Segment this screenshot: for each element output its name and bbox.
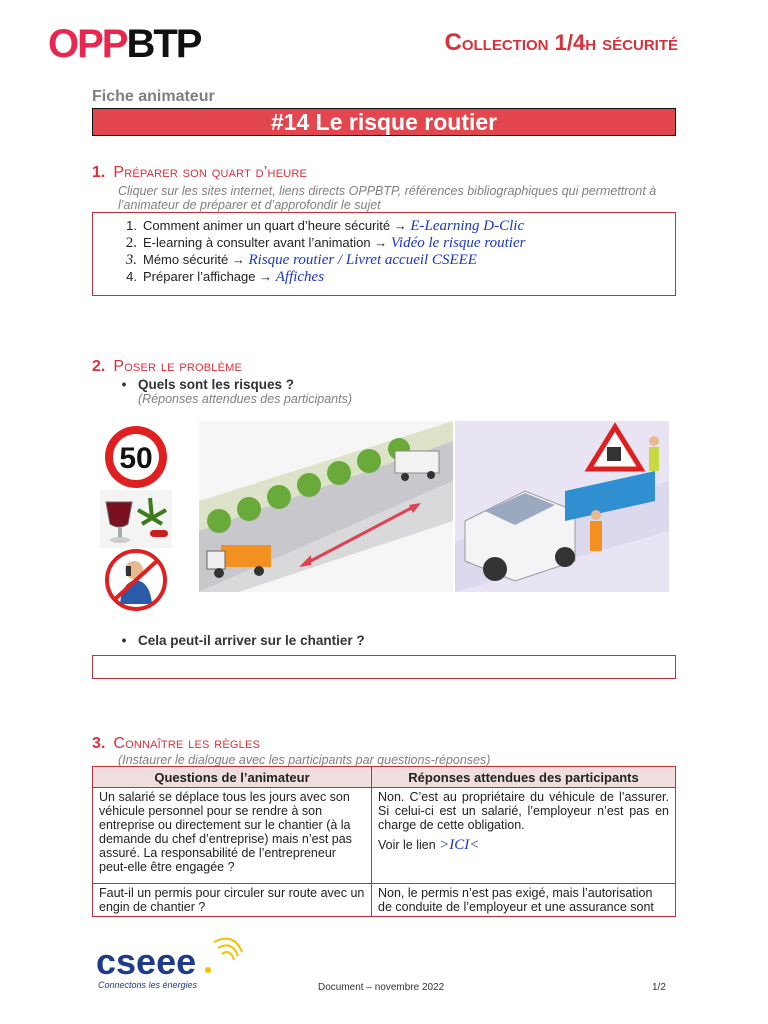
item-text: Préparer l’affichage [143, 269, 260, 284]
table-row [93, 884, 676, 917]
item-number: 4. [126, 269, 137, 284]
cseee-logo [96, 930, 246, 999]
section1-note: Cliquer sur les sites internet, liens directs OPPBTP, références bibliographiques qui permettront à l’animateur de préparer et d’approfondir le sujet [118, 184, 657, 212]
section3-number: 3. [92, 735, 106, 752]
arrow-icon: → [393, 218, 407, 233]
bullet-risques [110, 377, 294, 392]
link-elearning-dclic[interactable]: E-Learning D-Clic [410, 218, 525, 234]
section3-heading [92, 735, 260, 753]
section3-title: Connaître les règles [113, 735, 261, 752]
speed-sign-text: 50 [119, 442, 153, 475]
item-text: Mémo sécurité [143, 252, 232, 267]
fiche-label: Fiche animateur [92, 88, 215, 105]
cseee-brand-text: cseee [96, 941, 197, 982]
item-number: 1. [126, 218, 137, 233]
prep-list [93, 217, 525, 285]
table-row [93, 788, 676, 884]
arrow-icon: → [374, 235, 388, 250]
item-text: Comment animer un quart d’heure sécurité [143, 218, 394, 233]
section1-heading [92, 164, 307, 182]
logo-opp: OPP [48, 22, 127, 66]
page-title: #14 Le risque routier [92, 108, 676, 136]
alcohol-drugs-image [100, 490, 172, 548]
prep-item [93, 217, 525, 234]
section2-title: Poser le problème [113, 358, 243, 375]
section1-number: 1. [92, 164, 106, 181]
col-header-questions: Questions de l’animateur [93, 767, 372, 788]
link-risque-routier-livret[interactable]: Risque routier / Livret accueil CSEEE [248, 252, 477, 268]
cseee-tagline: Connectons les énergies [98, 980, 198, 990]
section1-title: Préparer son quart d’heure [113, 164, 308, 181]
bullet-dot: • [121, 633, 127, 648]
answer-link-line [378, 838, 669, 852]
section3-note: (Instaurer le dialogue avec les participants par questions-réponses) [118, 753, 491, 767]
prep-box [92, 212, 676, 296]
arrow-icon: → [259, 269, 273, 284]
prep-item [93, 234, 525, 251]
question-cell: Faut-il un permis pour circuler sur route avec un engin de chantier ? [93, 884, 372, 917]
footer-document-date: Document – novembre 2022 [318, 982, 445, 993]
oppbtp-logo [48, 24, 200, 64]
rules-table [92, 766, 676, 917]
collection-h: h sécurité [585, 30, 678, 55]
tow-truck-illustration [455, 421, 669, 592]
item-number: 3. [125, 252, 137, 268]
link-ici[interactable]: >ICI< [439, 837, 480, 853]
collection-c: C [444, 29, 462, 56]
no-phone-driving-image [100, 548, 172, 612]
answer-box[interactable] [92, 655, 676, 679]
logo-btp: BTP [126, 22, 201, 66]
prep-item [93, 251, 525, 268]
answer-cell [372, 788, 676, 884]
table-header-row [93, 767, 676, 788]
collection-word: ollection [461, 30, 555, 55]
bullet-chantier [110, 633, 365, 648]
link-affiches[interactable]: Affiches [275, 269, 325, 285]
road-truck-illustration [199, 421, 453, 592]
bullet-dot: • [121, 377, 127, 392]
question-cell: Un salarié se déplace tous les jours avec son véhicule personnel pour se rendre à son entreprise ou directement sur le chantier (à la demande du chef d’entreprise) mais n’est pas assuré. La responsabilité de l’entrepreneur peut-elle être engagée ? [93, 788, 372, 884]
prep-item [93, 268, 525, 285]
section2-heading [92, 358, 242, 376]
answer-cell: Non, le permis n’est pas exigé, mais l’autorisation de conduite de l’employeur et une assurance sont [372, 884, 676, 917]
bullet-risques-note: (Réponses attendues des participants) [138, 392, 353, 406]
collection-num: 1/4 [554, 30, 586, 55]
page-number: 1/2 [652, 982, 666, 993]
section2-number: 2. [92, 358, 106, 375]
answer-text: Non. C’est au propriétaire du véhicule de l’assurer. Si celui-ci est un salarié, l’employeur n’est pas en charge de cette obligation. [378, 790, 669, 832]
item-number: 2. [125, 235, 137, 251]
item-text: E-learning à consulter avant l’animation [143, 235, 375, 250]
answer-link-prefix: Voir le lien [378, 838, 440, 852]
col-header-answers: Réponses attendues des participants [372, 767, 676, 788]
collection-title [338, 28, 678, 58]
bullet-risques-text: Quels sont les risques ? [138, 377, 295, 392]
speed-limit-sign-image [100, 424, 172, 490]
arrow-icon: → [231, 252, 245, 267]
bullet-chantier-text: Cela peut-il arriver sur le chantier ? [138, 633, 365, 648]
link-video-risque-routier[interactable]: Vidéo le risque routier [390, 235, 526, 251]
